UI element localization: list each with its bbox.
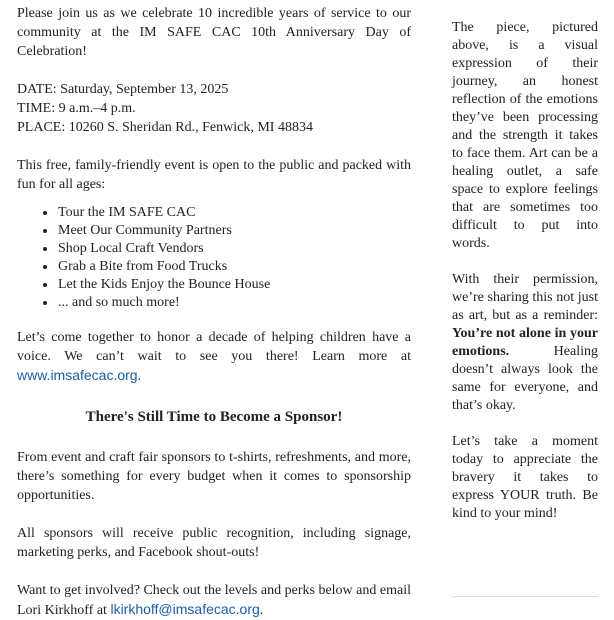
involved-text: Want to get involved? Check out the levels and perks below and email Lori Kirkhoff at (17, 583, 411, 618)
emphasis-text: You’re not alone in your emotions. (452, 326, 598, 359)
together-paragraph (17, 328, 411, 386)
together-period: . (137, 369, 142, 384)
sponsor-paragraph: From event and craft fair sponsors to t-shirts, refreshments, and more, there’s something for every budget when it comes to sponsorship opportunities. (17, 450, 411, 503)
together-text: Let’s come together to honor a decade of helping children have a voice. We can’t wait to see you there! Learn more at (17, 330, 411, 364)
permission-end-text: Healing doesn’t always look the same for everyone, and that’s okay. (452, 344, 598, 413)
list-item: • ... and so much more! (57, 294, 411, 312)
free-event-paragraph: This free, family-friendly event is open to the public and packed with fun for all ages: (17, 158, 411, 192)
email-link[interactable]: lkirkhoff@imsafecac.org (110, 601, 260, 617)
piece-paragraph: The piece, pictured above, is a visual expression of their journey, an honest reflection of the emotions they’ve been processing and the strength it takes to face them. Art can be a healing outlet, a safe space to explore feelings that are sometimes too difficult to put into words. (452, 20, 598, 251)
sponsor-heading: There's Still Time to Become a Sponsor! (85, 409, 343, 425)
list-item: • Shop Local Craft Vendors (57, 240, 411, 258)
email-period: . (259, 603, 264, 618)
moment-paragraph: Let’s take a moment today to appreciate the bravery it takes to express YOUR truth. Be kind to your mind! (452, 434, 598, 521)
event-date: DATE: Saturday, September 13, 2025 (17, 82, 229, 97)
involved-paragraph (17, 581, 411, 620)
divider (452, 596, 598, 597)
permission-paragraph (452, 271, 598, 415)
sidebar-column (452, 19, 598, 523)
event-place: PLACE: 10260 S. Sheridan Rd., Fenwick, MI 48834 (17, 120, 313, 135)
main-column (17, 4, 411, 620)
permission-text: With their permission, we’re sharing this not just as art, but as a reminder: (452, 272, 598, 323)
event-time: TIME: 9 a.m.–4 p.m. (17, 101, 136, 116)
list-item: • Grab a Bite from Food Trucks (57, 258, 411, 276)
list-item: • Tour the IM SAFE CAC (57, 204, 411, 222)
recognition-paragraph: All sponsors will receive public recognition, including signage, marketing perks, and Facebook shout-outs! (17, 526, 411, 560)
list-item: • Let the Kids Enjoy the Bounce House (57, 276, 411, 294)
activities-list (17, 204, 411, 312)
website-link[interactable]: www.imsafecac.org (17, 367, 138, 383)
intro-paragraph: Please join us as we celebrate 10 incredible years of service to our community at the IM SAFE CAC 10th Anniversary Day of Celebration! (17, 6, 411, 59)
list-item: • Meet Our Community Partners (57, 222, 411, 240)
